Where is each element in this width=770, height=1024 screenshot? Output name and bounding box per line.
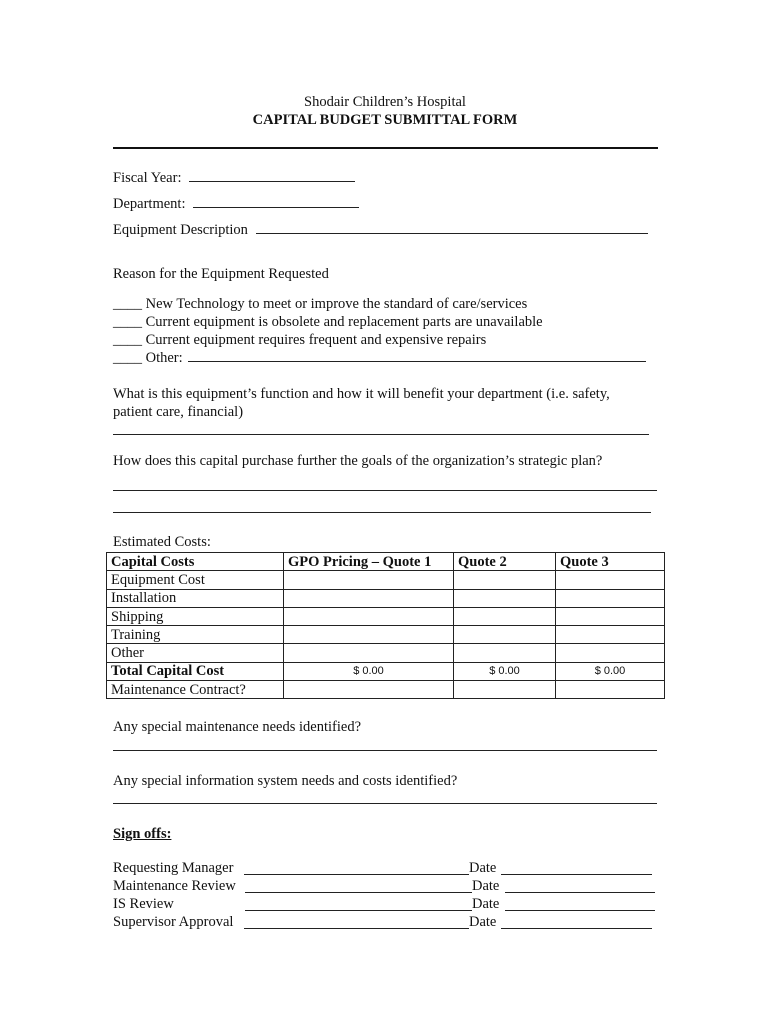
cost-cell[interactable] — [454, 589, 556, 607]
table-header-row — [107, 553, 665, 571]
cost-cell[interactable] — [284, 607, 454, 625]
checkbox-blank[interactable]: ____ — [113, 350, 142, 366]
total-quote-3: $ 0.00 — [556, 662, 665, 680]
estimated-costs-label: Estimated Costs: — [113, 534, 211, 550]
info-system-needs-answer-line[interactable] — [113, 803, 657, 804]
header-divider — [113, 147, 658, 149]
table-row — [107, 589, 665, 607]
cost-cell[interactable] — [454, 571, 556, 589]
maintenance-needs-answer-line[interactable] — [113, 750, 657, 751]
function-question-line1: What is this equipment’s function and how it will benefit your department (i.e. safety, — [113, 386, 610, 402]
equipment-description-label: Equipment Description — [113, 222, 248, 238]
reason-heading: Reason for the Equipment Requested — [113, 266, 329, 282]
equipment-description-row — [113, 222, 648, 239]
date-field[interactable] — [505, 881, 655, 893]
form-title: CAPITAL BUDGET SUBMITTAL FORM — [252, 112, 518, 128]
function-question-line2: patient care, financial) — [113, 404, 244, 420]
strategic-answer-line-1[interactable] — [113, 490, 657, 491]
signoff-label: Requesting Manager — [113, 860, 234, 876]
date-field[interactable] — [505, 899, 655, 911]
date-field[interactable] — [501, 917, 652, 929]
reason-option-label: Other: — [145, 350, 183, 366]
reason-option-new-technology[interactable] — [113, 296, 527, 313]
checkbox-blank[interactable]: ____ — [113, 314, 142, 330]
capital-costs-table — [106, 552, 665, 699]
row-label: Equipment Cost — [107, 571, 284, 589]
column-header: Capital Costs — [107, 553, 284, 571]
row-label: Other — [107, 644, 284, 662]
signature-field[interactable] — [245, 881, 472, 893]
date-label: Date — [472, 878, 500, 894]
department-field[interactable] — [193, 196, 359, 208]
date-label: Date — [469, 860, 497, 876]
table-row — [107, 571, 665, 589]
maintenance-needs-question: Any special maintenance needs identified? — [113, 719, 362, 735]
fiscal-year-label: Fiscal Year: — [113, 170, 182, 186]
cost-cell[interactable] — [454, 681, 556, 699]
date-label: Date — [472, 896, 500, 912]
row-label: Training — [107, 626, 284, 644]
signature-field[interactable] — [244, 917, 469, 929]
column-header: Quote 2 — [454, 553, 556, 571]
reason-other-field[interactable] — [188, 350, 646, 362]
signoff-label: Maintenance Review — [113, 878, 236, 894]
department-label: Department: — [113, 196, 186, 212]
reason-option-label: New Technology to meet or improve the standard of care/services — [145, 296, 528, 312]
reason-option-label: Current equipment requires frequent and expensive repairs — [145, 332, 487, 348]
cost-cell[interactable] — [556, 607, 665, 625]
signoff-row — [113, 896, 673, 914]
signoff-row — [113, 878, 673, 896]
cost-cell[interactable] — [556, 626, 665, 644]
cost-cell[interactable] — [454, 607, 556, 625]
table-row-total — [107, 662, 665, 680]
fiscal-year-row — [113, 170, 355, 187]
strategic-answer-line-2[interactable] — [113, 512, 651, 513]
signoff-label: Supervisor Approval — [113, 914, 234, 930]
cost-cell[interactable] — [556, 589, 665, 607]
cost-cell[interactable] — [556, 681, 665, 699]
signoff-row — [113, 914, 673, 932]
fiscal-year-field[interactable] — [189, 170, 355, 182]
signoff-row — [113, 860, 673, 878]
cost-cell[interactable] — [284, 681, 454, 699]
equipment-description-field[interactable] — [256, 222, 648, 234]
signoff-label: IS Review — [113, 896, 174, 912]
column-header: GPO Pricing – Quote 1 — [284, 553, 454, 571]
signature-field[interactable] — [245, 899, 472, 911]
signature-field[interactable] — [244, 863, 469, 875]
cost-cell[interactable] — [454, 626, 556, 644]
cost-cell[interactable] — [284, 644, 454, 662]
table-row — [107, 626, 665, 644]
reason-option-label: Current equipment is obsolete and replacement parts are unavailable — [145, 314, 543, 330]
cost-cell[interactable] — [454, 644, 556, 662]
organization-name: Shodair Children’s Hospital — [304, 94, 466, 110]
reason-option-repairs[interactable] — [113, 332, 486, 349]
checkbox-blank[interactable]: ____ — [113, 332, 142, 348]
table-row — [107, 644, 665, 662]
cost-cell[interactable] — [284, 589, 454, 607]
row-label: Maintenance Contract? — [107, 681, 284, 699]
row-label: Shipping — [107, 607, 284, 625]
total-quote-1: $ 0.00 — [284, 662, 454, 680]
strategic-question: How does this capital purchase further the goals of the organization’s strategic plan? — [113, 453, 603, 469]
function-answer-line[interactable] — [113, 434, 649, 435]
signoffs-heading: Sign offs: — [113, 826, 172, 842]
cost-cell[interactable] — [284, 571, 454, 589]
table-row — [107, 681, 665, 699]
info-system-needs-question: Any special information system needs and costs identified? — [113, 773, 458, 789]
total-quote-2: $ 0.00 — [454, 662, 556, 680]
cost-cell[interactable] — [284, 626, 454, 644]
checkbox-blank[interactable]: ____ — [113, 296, 142, 312]
row-label: Installation — [107, 589, 284, 607]
cost-cell[interactable] — [556, 571, 665, 589]
row-label: Total Capital Cost — [107, 662, 284, 680]
cost-cell[interactable] — [556, 644, 665, 662]
department-row — [113, 196, 359, 213]
column-header: Quote 3 — [556, 553, 665, 571]
table-row — [107, 607, 665, 625]
reason-option-other[interactable] — [113, 350, 646, 367]
date-field[interactable] — [501, 863, 652, 875]
date-label: Date — [469, 914, 497, 930]
reason-option-obsolete[interactable] — [113, 314, 543, 331]
